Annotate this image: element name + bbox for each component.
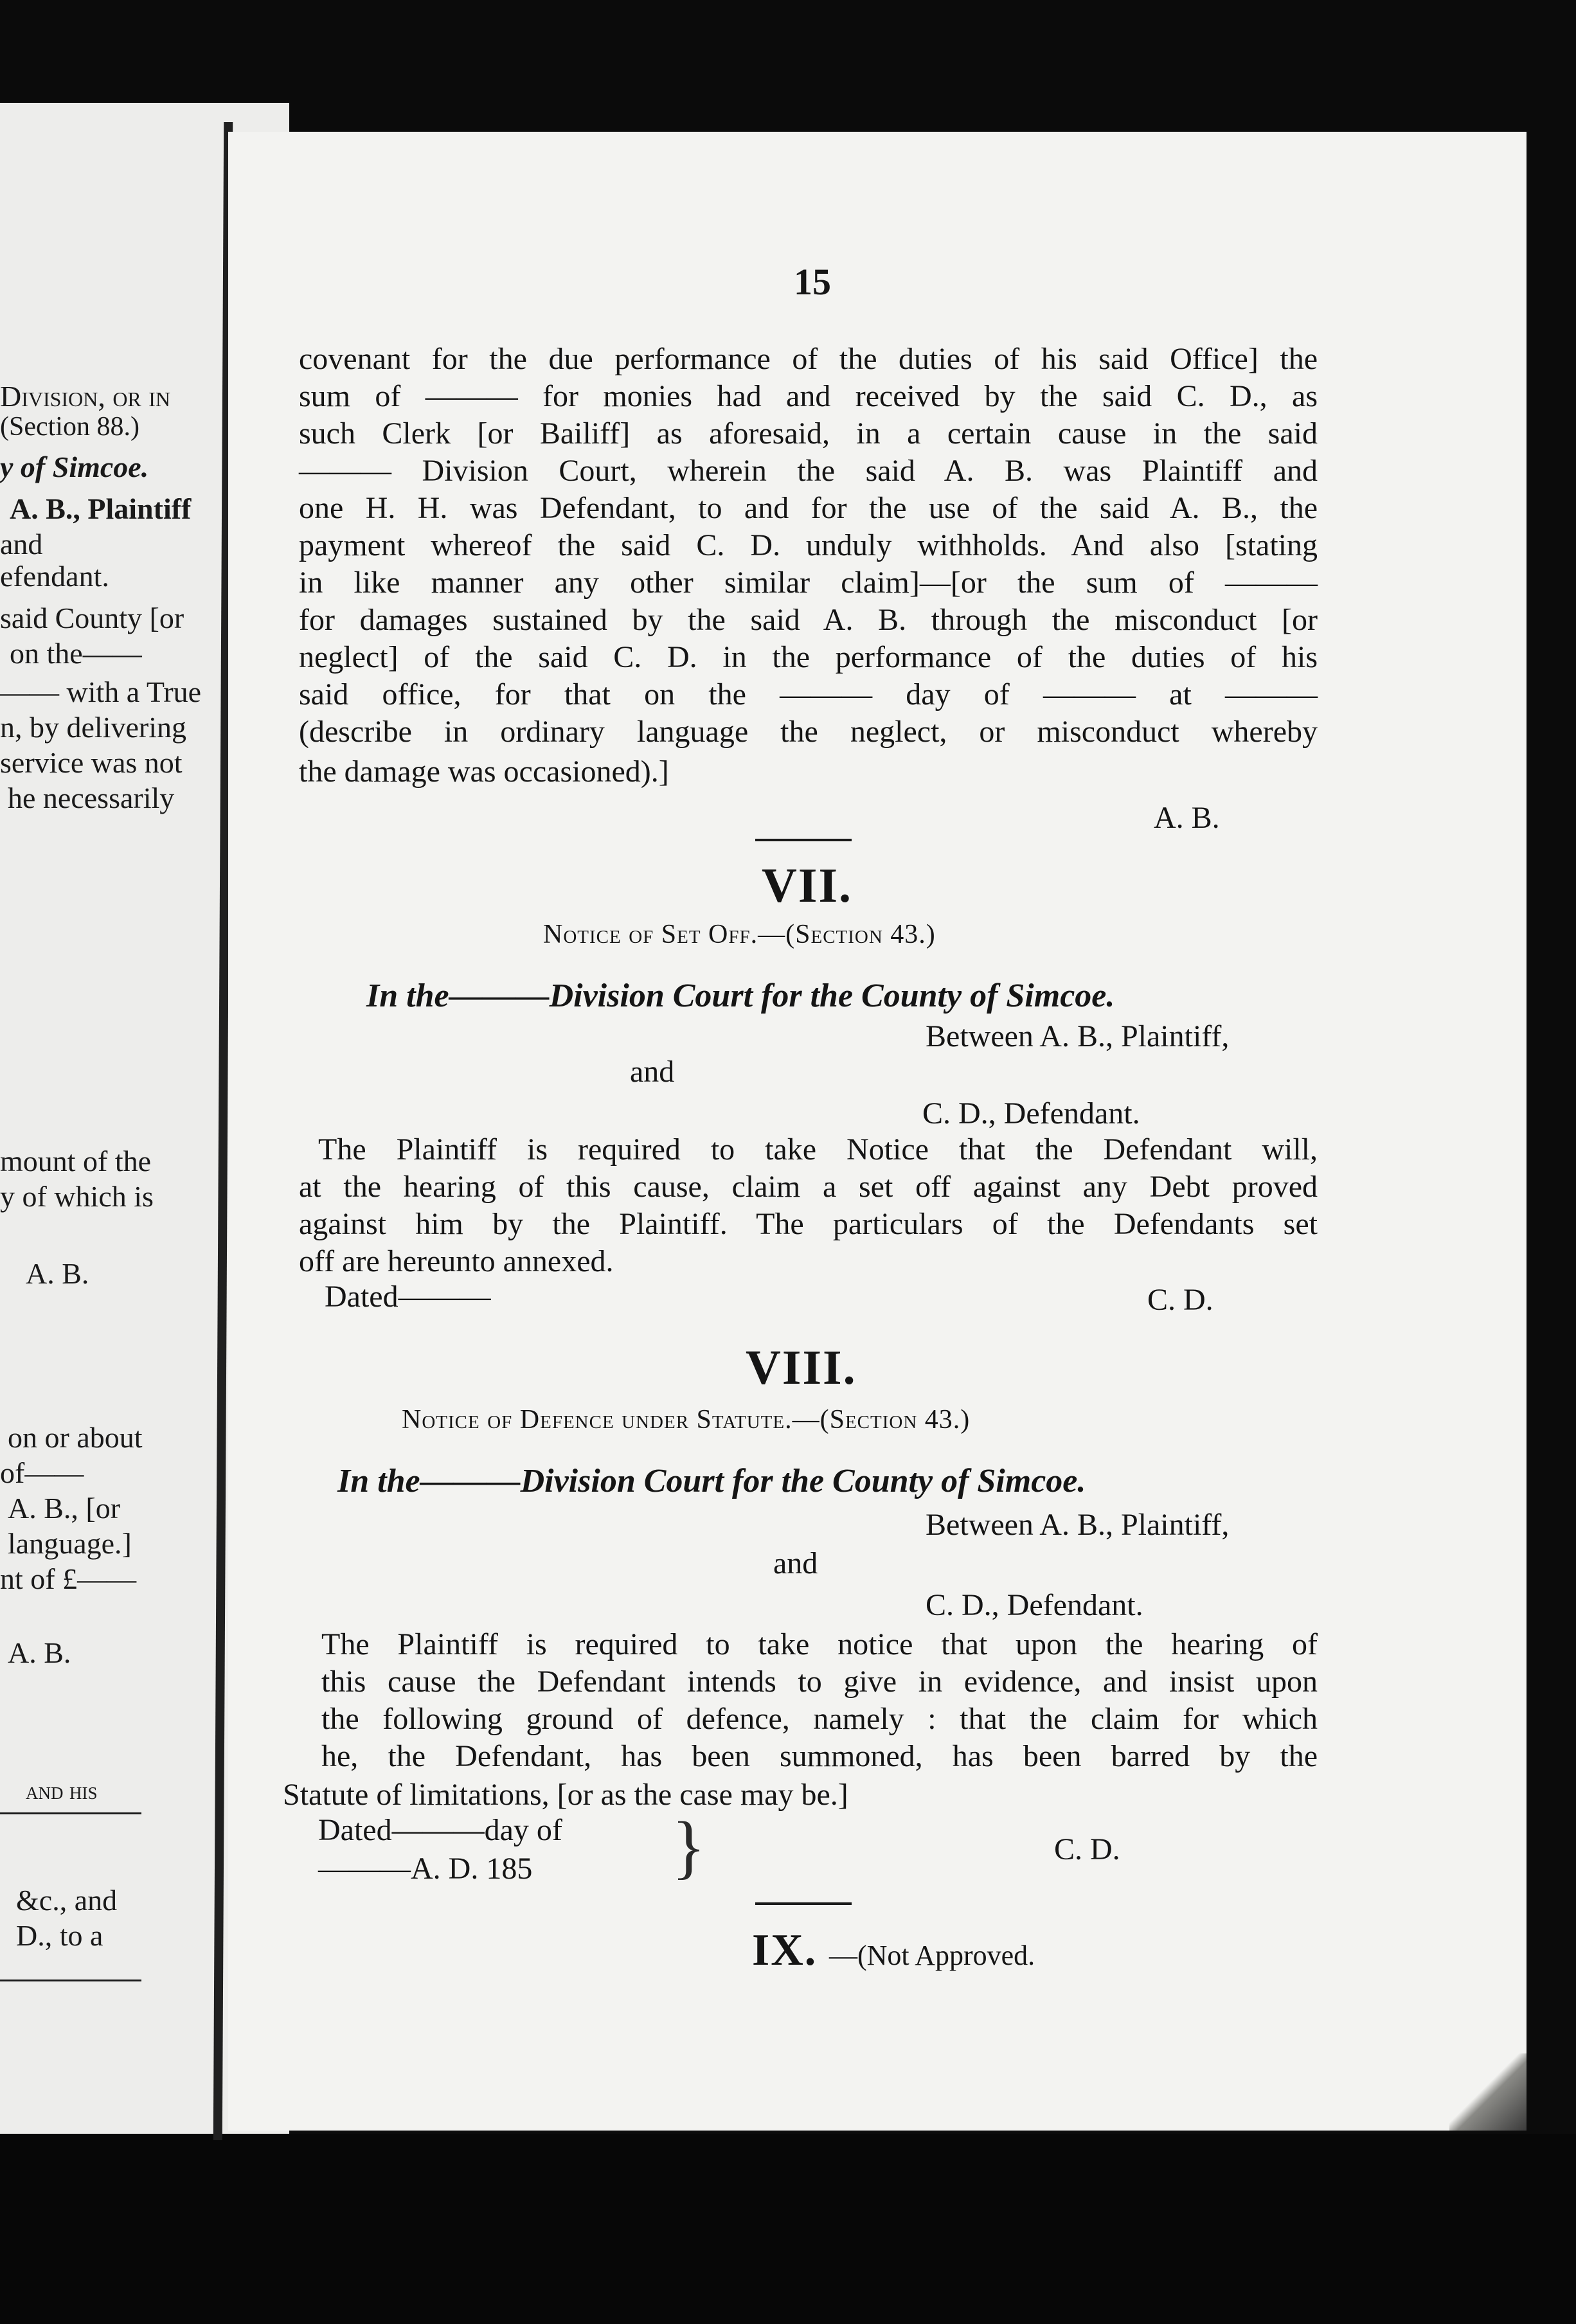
and-line: and xyxy=(773,1546,818,1580)
text-line: The Plaintiff is required to take notice that upon the hearing of xyxy=(321,1627,1318,1661)
text-line: at the hearing of this cause, claim a set off against any Debt proved xyxy=(299,1170,1318,1204)
signature: A. B. xyxy=(1154,801,1220,835)
left-line: A. B. xyxy=(8,1636,71,1669)
text-line: said office, for that on the ——— day of ——— at ——— xyxy=(299,677,1318,711)
left-line: of—— xyxy=(0,1456,84,1489)
text-line: the damage was occasioned).] xyxy=(299,755,669,789)
left-line: n, by delivering xyxy=(0,711,186,744)
left-line: said County [or xyxy=(0,602,184,634)
text-line: this cause the Defendant intends to give in evidence, and insist upon xyxy=(321,1665,1318,1699)
section-title: Notice of Set Off.—(Section 43.) xyxy=(543,920,936,949)
text-line: covenant for the due performance of the duties of his said Office] the xyxy=(299,342,1318,376)
left-line: mount of the xyxy=(0,1145,152,1177)
text-line: Statute of limitations, [or as the case may be.] xyxy=(283,1778,848,1812)
left-line: on or about xyxy=(8,1421,143,1454)
signature: C. D. xyxy=(1054,1832,1120,1866)
text-line: The Plaintiff is required to take Notice that the Defendant will, xyxy=(318,1132,1318,1166)
section-numeral: IX. xyxy=(752,1926,818,1975)
scan-background xyxy=(0,2134,1576,2324)
text-line: against him by the Plaintiff. The particulars of the Defendants set xyxy=(299,1207,1318,1241)
left-line: and his xyxy=(26,1778,98,1805)
text-line: the following ground of defence, namely : that the claim for which xyxy=(321,1702,1318,1736)
section-numeral: VII. xyxy=(762,859,853,913)
section-numeral: VIII. xyxy=(746,1341,857,1395)
text-line: one H. H. was Defendant, to and for the use of the said A. B., the xyxy=(299,491,1318,525)
text-line: neglect] of the said C. D. in the performance of the duties of his xyxy=(299,640,1318,674)
left-line: efendant. xyxy=(0,560,109,593)
text-line: in like manner any other similar claim]—[or the sum of ——— xyxy=(299,566,1318,600)
left-line: —— with a True xyxy=(0,675,202,708)
dated-line: Dated——— xyxy=(325,1280,491,1314)
dated-line: Dated———day of xyxy=(318,1813,562,1847)
text-line: such Clerk [or Bailiff] as aforesaid, in a certain cause in the said xyxy=(299,416,1318,451)
left-line: D., to a xyxy=(16,1919,103,1952)
text-line: for damages sustained by the said A. B. through the misconduct [or xyxy=(299,603,1318,637)
page-corner-curl xyxy=(1449,2053,1527,2131)
dated-line: ———A. D. 185 xyxy=(318,1852,533,1886)
court-heading: In the———Division Court for the County of Simcoe. xyxy=(337,1463,1086,1499)
section-title: Notice of Defence under Statute.—(Section 43.) xyxy=(402,1405,971,1435)
left-line: Division, or in xyxy=(0,380,171,413)
left-line: y of which is xyxy=(0,1180,154,1213)
left-line: language.] xyxy=(8,1527,132,1560)
text-line: he, the Defendant, has been summoned, has been barred by the xyxy=(321,1739,1318,1773)
left-line: he necessarily xyxy=(8,782,175,814)
text-line: (describe in ordinary language the neglect, or misconduct whereby xyxy=(299,715,1318,749)
left-line: A. B., [or xyxy=(8,1492,121,1524)
text-line: payment whereof the said C. D. unduly withholds. And also [stating xyxy=(299,528,1318,562)
page-number: 15 xyxy=(794,261,831,303)
section-note: —(Not Approved. xyxy=(829,1940,1035,1971)
and-line: and xyxy=(630,1055,675,1089)
left-line: &c., and xyxy=(16,1884,118,1917)
bleed-through-text xyxy=(1038,813,1044,843)
text-line: sum of ——— for monies had and received by the said C. D., as xyxy=(299,379,1318,413)
defendant-line: C. D., Defendant. xyxy=(926,1588,1143,1622)
left-line: and xyxy=(0,528,43,560)
main-page xyxy=(228,132,1527,2131)
left-line: nt of £—— xyxy=(0,1562,137,1595)
left-line: service was not xyxy=(0,746,183,779)
left-line: A. B., Plaintiff xyxy=(10,492,192,525)
brace-icon: } xyxy=(672,1807,706,1886)
left-divider xyxy=(0,1980,141,1981)
left-line: y of Simcoe. xyxy=(0,451,149,483)
section-divider xyxy=(755,1902,852,1905)
plaintiff-line: Between A. B., Plaintiff, xyxy=(926,1508,1230,1542)
defendant-line: C. D., Defendant. xyxy=(922,1096,1140,1131)
section-divider xyxy=(755,839,852,841)
left-divider xyxy=(0,1812,141,1814)
text-line: ——— Division Court, wherein the said A. B. was Plaintiff and xyxy=(299,454,1318,488)
text-line: off are hereunto annexed. xyxy=(299,1244,614,1278)
court-heading: In the———Division Court for the County of Simcoe. xyxy=(366,978,1115,1014)
left-line: (Section 88.) xyxy=(0,412,139,442)
plaintiff-line: Between A. B., Plaintiff, xyxy=(926,1019,1230,1053)
bleed-through-line xyxy=(1038,814,1044,843)
signature: C. D. xyxy=(1147,1283,1213,1317)
left-line: A. B. xyxy=(26,1257,89,1290)
left-line: on the—— xyxy=(10,637,142,670)
